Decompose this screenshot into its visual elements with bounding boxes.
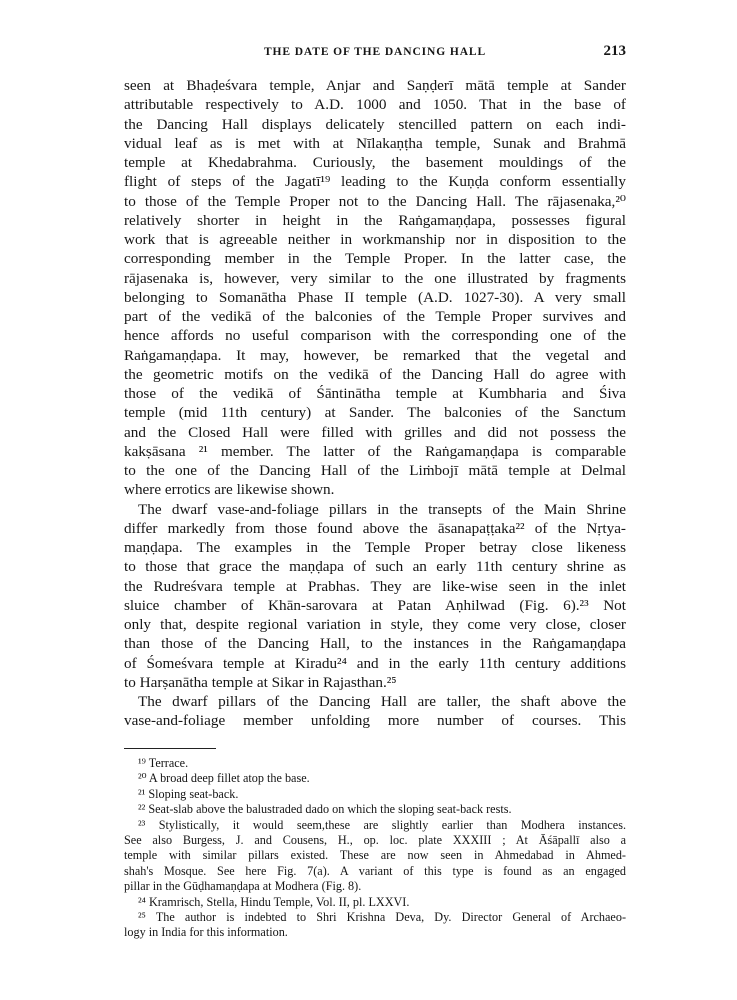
body-line: rājasenaka is, however, very similar to the one illustrated by fragments	[124, 269, 626, 287]
body-line: differ markedly from those found above the āsanapaṭṭaka²² of the Nṛtya-	[124, 519, 626, 537]
body-line: temple (mid 11th century) at Sander. The balconies of the Sanctum	[124, 404, 626, 422]
footnote-rule	[124, 748, 216, 749]
footnote-line: temple with similar pillars existed. These are now seen in Ahmedabad in Ahmed-	[124, 848, 626, 863]
body-line: vidual leaf as is met with at Nīlakaṇṭha temple, Sunak and Brahmā	[124, 134, 626, 152]
body-text	[124, 76, 626, 731]
body-line: kakṣāsana ²¹ member. The latter of the Raṅgamaṇḍapa is comparable	[124, 442, 626, 460]
body-line: The dwarf vase-and-foliage pillars in the transepts of the Main Shrine	[138, 500, 626, 518]
body-line: to Harṣanātha temple at Sikar in Rajasthan.²⁵	[124, 673, 397, 691]
body-line: work that is agreeable neither in workmanship nor in disposition to the	[124, 231, 626, 248]
footnote-line: ²¹ Sloping seat-back.	[138, 786, 239, 801]
footnote-line: logy in India for this information.	[124, 925, 288, 940]
body-line: maṇḍapa. The examples in the Temple Proper betray close likeness	[124, 539, 626, 556]
body-line: the geometric motifs on the vedikā of the Dancing Hall do agree with	[124, 365, 626, 383]
body-line: only that, despite regional variation in style, they come very close, closer	[124, 616, 626, 633]
body-line: Raṅgamaṇḍapa. It may, however, be remarked that the vegetal and	[124, 346, 626, 364]
footnote-line: ¹⁹ Terrace.	[138, 756, 189, 770]
body-line: of Śomeśvara temple at Kiradu²⁴ and in the early 11th century additions	[124, 654, 626, 672]
body-line: flight of steps of the Jagatī¹⁹ leading to the Kuṇḍa conform essentially	[124, 173, 626, 191]
body-line: sluice chamber of Khān-sarovara at Patan Aṇhilwad (Fig. 6).²³ Not	[124, 596, 626, 614]
running-title: THE DATE OF THE DANCING HALL	[263, 46, 487, 58]
body-line: attributable respectively to A.D. 1000 and 1050. That in the base of	[124, 96, 626, 114]
footnote-line: ²³ Stylistically, it would seem,these are slightly earlier than Modhera instances.	[138, 817, 626, 832]
footnote-line: ²⁴ Kramrisch, Stella, Hindu Temple, Vol. II, pl. LXXVI.	[138, 894, 410, 909]
body-line: hence affords no useful comparison with the corresponding one of the	[124, 327, 626, 345]
body-line: to the one of the Dancing Hall of the Liṁbojī mātā temple at Delmal	[124, 462, 626, 479]
footnote-line: ²² Seat-slab above the balustraded dado on which the sloping seat-back rests.	[138, 802, 512, 817]
footnote-line: ²⁰ A broad deep fillet atop the base.	[138, 771, 310, 786]
body-line: the Rudreśvara temple at Prabhas. They are like-wise seen in the inlet	[124, 577, 626, 595]
body-line: and the Closed Hall were filled with grilles and did not possess the	[124, 423, 626, 441]
body-line: relatively shorter in height in the Raṅgamaṇḍapa, possesses figural	[124, 211, 626, 229]
footnote-line: shah's Mosque. See here Fig. 7(a). A variant of this type is found as an engaged	[124, 863, 626, 878]
body-line: the Dancing Hall displays delicately stencilled pattern on each indi-	[124, 115, 626, 133]
body-line: where errotics are likewise shown.	[124, 481, 335, 499]
body-line: those of the vedikā of Śāntinātha temple at Kumbharia and Śiva	[124, 385, 626, 402]
body-line: to those of the Temple Proper not to the Dancing Hall. The rājasenaka,²⁰	[124, 192, 626, 210]
body-line: vase-and-foliage member unfolding more number of courses. This	[124, 712, 626, 730]
footnote-line: pillar in the Gūḍhamaṇḍapa at Modhera (Fig. 8).	[124, 879, 362, 894]
body-line: than those of the Dancing Hall, to the instances in the Raṅgamaṇḍapa	[124, 635, 626, 653]
body-line: temple at Khedabrahma. Curiously, the basement mouldings of the	[124, 154, 626, 171]
body-line: to those that grace the maṇḍapa of such an early 11th century shrine as	[124, 558, 626, 576]
body-line: seen at Bhaḍeśvara temple, Anjar and Saṇḍerī mātā temple at Sander	[124, 77, 626, 94]
footnotes	[124, 756, 626, 941]
footnote-line: ²⁵ The author is indebted to Shri Krishna Deva, Dy. Director General of Archaeo-	[138, 909, 626, 924]
body-line: belonging to Somanātha Phase II temple (A.D. 1027-30). A very small	[124, 288, 626, 306]
page-header	[124, 43, 626, 63]
body-line: The dwarf pillars of the Dancing Hall are taller, the shaft above the	[138, 693, 626, 710]
footnote-line: See also Burgess, J. and Cousens, H., op. loc. plate XXXIII ; At Āśāpallī also a	[124, 832, 626, 847]
body-line: corresponding member in the Temple Proper. In the latter case, the	[124, 250, 626, 268]
page-number: 213	[603, 43, 626, 59]
body-line: part of the vedikā of the balconies of the Temple Proper survives and	[124, 308, 626, 325]
